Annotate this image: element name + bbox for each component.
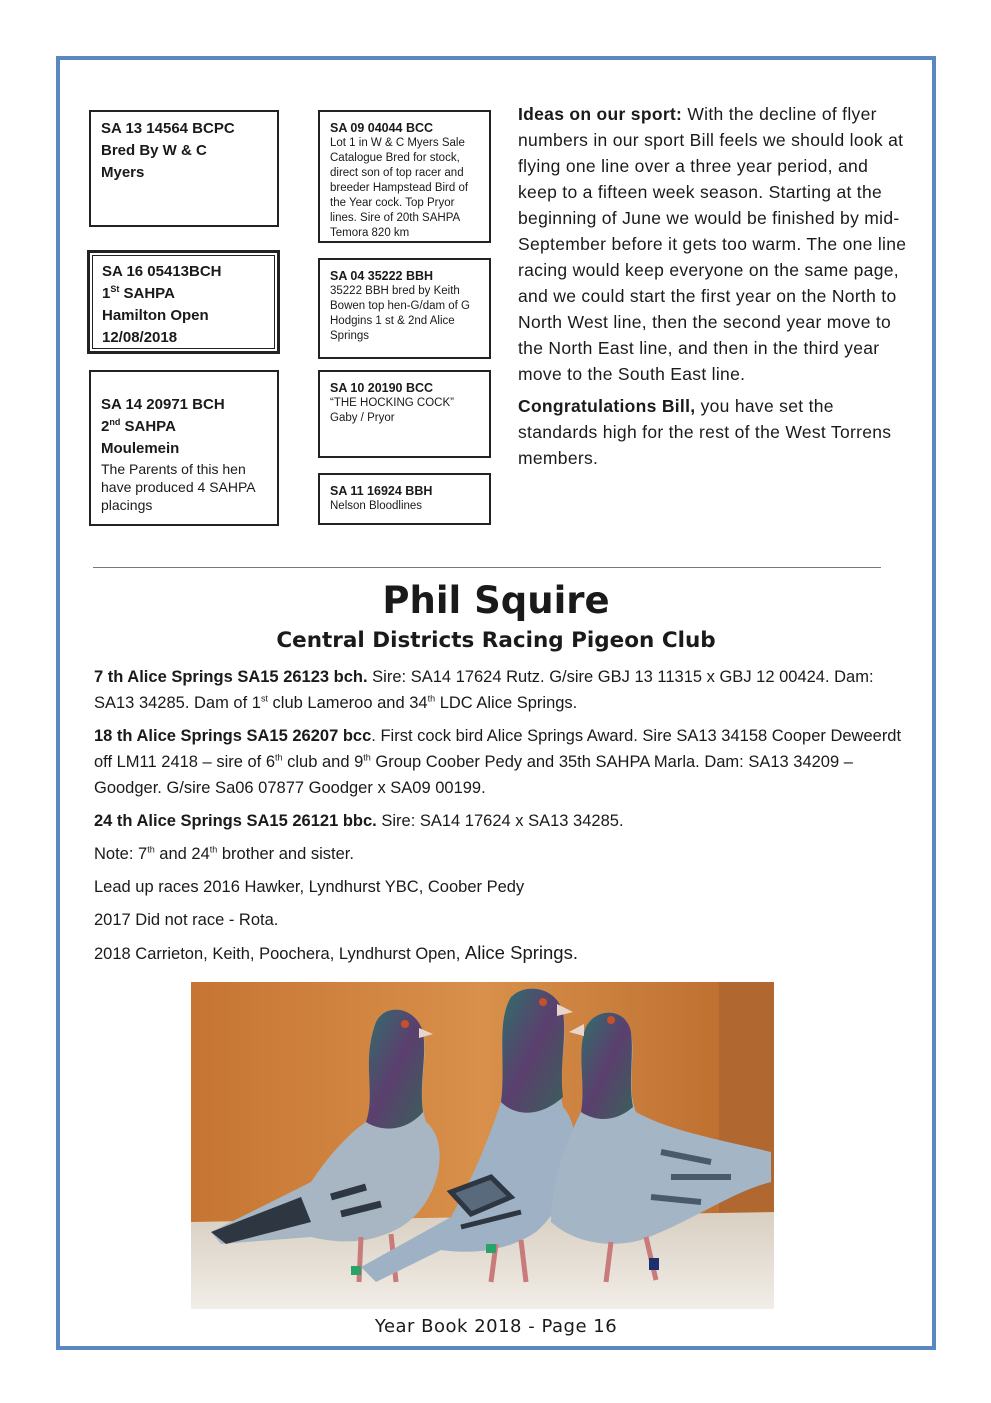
pedigree-box-bcpc (89, 110, 279, 227)
pedigree-box-hocking (318, 370, 491, 458)
year-2018-highlight: Alice Springs. (464, 942, 578, 963)
result-text: club Lameroo and 34 (267, 694, 428, 712)
pedigree-box-line: Moulemein (101, 440, 180, 457)
ordinal-suffix: th (275, 752, 283, 763)
note-text: brother and sister. (217, 845, 354, 863)
pedigree-box-line: 12/08/2018 (102, 329, 178, 346)
pedigree-box-line: SA 16 05413BCH (102, 263, 222, 280)
pedigree-box-place (102, 283, 265, 305)
pedigree-box-bch-2nd (89, 370, 279, 526)
pedigree-box-sire (318, 110, 491, 243)
place-number: 2 (101, 418, 110, 435)
pedigree-box-body: 35222 BBH bred by Keith Bowen top hen-G/dam of G Hodgins 1 st & 2nd Alice Springs (330, 285, 470, 342)
year-2018-text: 2018 Carrieton, Keith, Poochera, Lyndhurst Open, (94, 945, 465, 963)
ordinal-suffix: th (363, 752, 371, 763)
place-org: SAHPA (119, 285, 175, 302)
section-divider (93, 567, 881, 568)
place-suffix: nd (109, 417, 121, 427)
congrats-paragraph (518, 393, 910, 471)
result-heading: 7 th Alice Springs SA15 26123 bch. (94, 668, 368, 686)
club-subtitle: Central Districts Racing Pigeon Club (276, 628, 716, 653)
congrats-text: you have set the standards high for the rest of the West Torrens members. (518, 396, 892, 468)
pedigree-box-dam (318, 258, 491, 359)
pedigree-box-body: Nelson Bloodlines (330, 500, 423, 512)
pedigree-box-head: SA 04 35222 BBH (330, 269, 434, 283)
place-number: 1 (102, 285, 111, 302)
result-text: club and 9 (282, 753, 364, 771)
pedigree-box-head: SA 11 16924 BBH (330, 484, 433, 498)
pedigree-box-body: “THE HOCKING COCK” Gaby / Pryor (330, 397, 454, 424)
pedigree-box-line: SA 14 20971 BCH (101, 396, 225, 413)
page-footer: Year Book 2018 - Page 16 (374, 1316, 618, 1337)
pigeons-photo (191, 982, 774, 1309)
result-heading: 18 th Alice Springs SA15 26207 bcc (94, 727, 372, 745)
pedigree-box-head: SA 10 20190 BCC (330, 381, 434, 395)
ideas-column (518, 101, 910, 471)
ordinal-suffix: th (147, 844, 155, 855)
result-18th (94, 723, 904, 801)
pedigree-box-head: SA 13 14564 BCPC Bred By W & C Myers (101, 120, 235, 181)
note-text: and 24 (154, 845, 210, 863)
year-2018-line (94, 940, 904, 967)
pedigree-box-head: SA 09 04044 BCC (330, 121, 434, 135)
pedigree-box-line: Hamilton Open (102, 307, 209, 324)
result-text: Sire: SA14 17624 x SA13 34285. (376, 812, 624, 830)
result-7th (94, 664, 904, 716)
pedigree-box-bch-1st (87, 250, 280, 354)
pedigree-box-place (101, 416, 267, 438)
ideas-paragraph (518, 101, 910, 387)
ordinal-suffix: th (427, 693, 436, 704)
ideas-text: With the decline of flyer numbers in our sport Bill feels we should look at flying one line over a three year period, and keep to a fifteen week season. Starting at the beginning of June we would be finished by mid-September before it gets too warm. The one line racing would keep everyone on the same page, and we could start the first year on the North to North West line, then the second year move to the North East line, and then in the third year move to the South East line. (518, 104, 907, 384)
page-title: Phil Squire (382, 579, 610, 622)
lead-up-line: Lead up races 2016 Hawker, Lyndhurst YBC, Coober Pedy (94, 878, 525, 896)
wall-corner (719, 982, 774, 1242)
pigeons-illustration (191, 982, 774, 1309)
pedigree-box-nelson (318, 473, 491, 525)
ordinal-suffix: st (260, 693, 268, 704)
result-text: LDC Alice Springs. (435, 694, 578, 712)
pedigree-box-body: The Parents of this hen have produced 4 SAHPA placings (101, 461, 255, 513)
result-text: . First cock bird Alice Springs Award. Sire SA13 34158 Cooper Deweerdt off LM11 2418 – sire of 6 (94, 727, 902, 771)
result-text: Group Coober Pedy and 35th SAHPA Marla. Dam: SA13 34209 – Goodger. G/sire Sa06 07877 Goodger x SA09 00199. (94, 753, 853, 797)
ideas-lead: Ideas on our sport: (518, 104, 683, 124)
congrats-lead: Congratulations Bill, (518, 396, 696, 416)
year-2017-line: 2017 Did not race - Rota. (94, 911, 279, 929)
result-heading: 24 th Alice Springs SA15 26121 bbc. (94, 812, 377, 830)
note-line (94, 841, 904, 867)
results-list (94, 664, 904, 974)
ordinal-suffix: th (209, 844, 218, 855)
place-org: SAHPA (120, 418, 176, 435)
note-text: Note: 7 (94, 845, 148, 863)
result-text: Sire: SA14 17624 Rutz. G/sire GBJ 13 11315 x GBJ 12 00424. Dam: SA13 34285. Dam of 1 (94, 668, 874, 712)
result-24th (94, 808, 904, 834)
place-suffix: St (110, 284, 120, 294)
pedigree-box-body: Lot 1 in W & C Myers Sale Catalogue Bred for stock, direct son of top racer and breeder Hampstead Bird of the Year cock. Top Pryor lines. Sire of 20th SAHPA Temora 820 km (330, 137, 469, 239)
